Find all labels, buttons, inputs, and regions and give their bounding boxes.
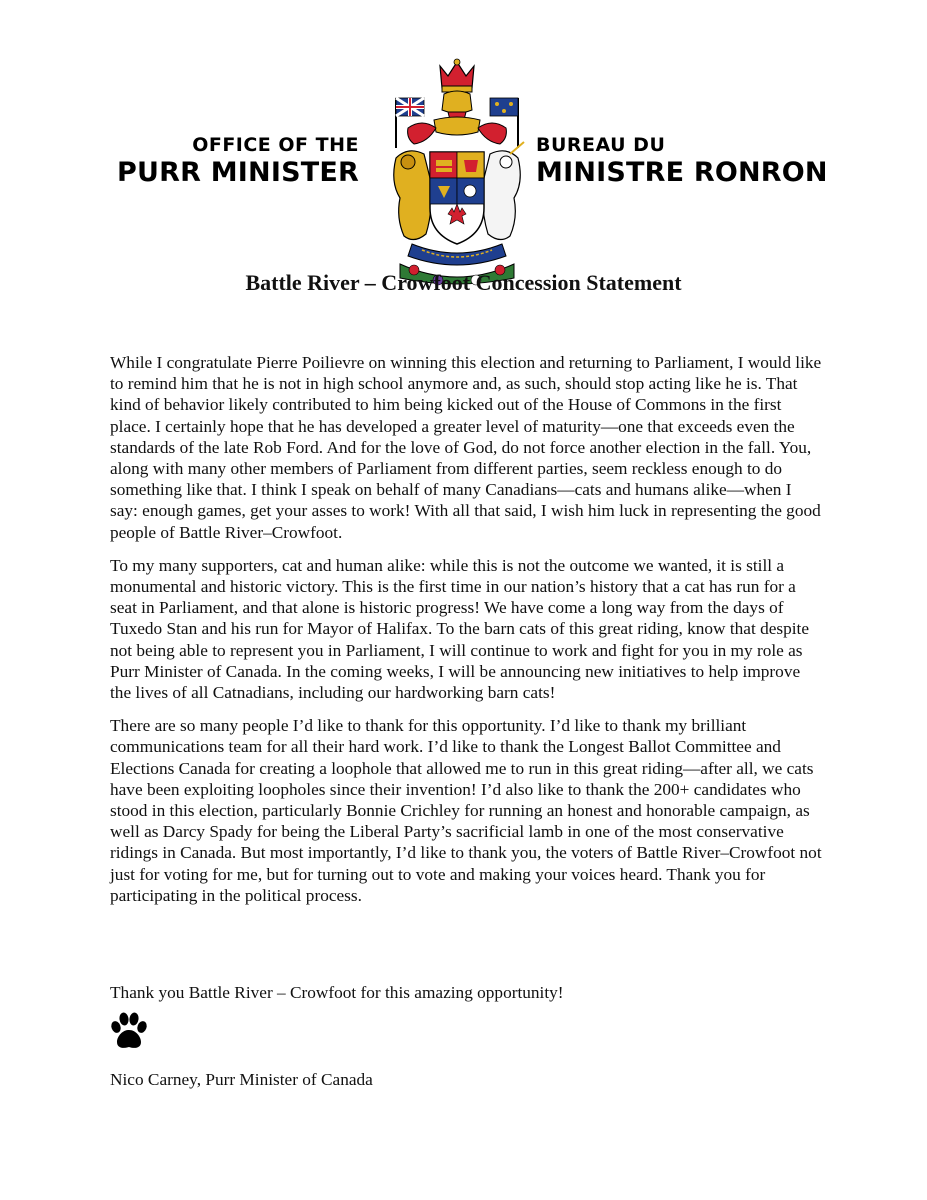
statement-title: Battle River – Crowfoot Concession Statement	[245, 270, 682, 295]
paw-print-icon	[108, 1012, 150, 1052]
paragraph-thanks: There are so many people I’d like to thank for this opportunity. I’d like to thank my brilliant communications team for all their hard work. I’d like to thank the Longest Ballot Committee and Elections Canada for creating a loophole that allowed me to run in this great riding—after all, we cats have been exploiting loopholes since their invention! I’d also like to thank the 200+ candidates who stood in this election, particularly Bonnie Crichley for running an honest and honorable campaign, as well as Darcy Spady for being the Liberal Party’s sacrificial lamb in one of the most conservative ridings in Canada. But most importantly, I’d like to thank you, the voters of Battle River–Crowfoot not just for voting for me, but for turning out to vote and making your voices heard. Thank you for participating in the political process.	[110, 716, 822, 905]
office-name-english-line1: OFFICE OF THE	[192, 134, 359, 156]
office-name-english-line2: PURR MINISTER	[117, 157, 359, 188]
closing-line: Thank you Battle River – Crowfoot for this amazing opportunity!	[110, 983, 564, 1002]
office-name-french-line1: BUREAU DU	[536, 134, 666, 156]
coat-of-arms-icon	[378, 58, 536, 290]
paragraph-supporters: To my many supporters, cat and human alike: while this is not the outcome we wanted, it is still a monumental and historic victory. This is the first time in our nation’s history that a cat has run for a seat in Parliament, and that alone is historic progress! We have come a long way from the days of Tuxedo Stan and his run for Mayor of Halifax. To the barn cats of this great riding, know that despite not being able to represent you in Parliament, I will continue to work and fight for you in my role as Purr Minister of Canada. In the coming weeks, I will be announcing new initiatives to help improve the lives of all Catnadians, including our hardworking barn cats!	[110, 555, 810, 703]
office-name-french	[536, 133, 828, 189]
letterhead	[0, 50, 927, 290]
office-name-french-line2: MINISTRE RONRON	[536, 157, 828, 188]
signature-line: Nico Carney, Purr Minister of Canada	[110, 1070, 373, 1089]
office-name-english	[117, 133, 359, 189]
statement-body	[110, 352, 822, 918]
paragraph-congratulations: While I congratulate Pierre Poilievre on winning this election and returning to Parliament, I would like to remind him that he is not in high school anymore and, as such, should stop acting like he is. That kind of behavior likely contributed to him being kicked out of the House of Commons in the first place. I certainly hope that he has developed a greater level of maturity—one that exceeds even the standards of the late Rob Ford. And for the love of God, do not force another election in the fall. You, along with many other members of Parliament from different parties, seem reckless enough to do something like that. I think I speak on behalf of many Canadians—cats and humans alike—when I say: enough games, get your asses to work! With all that said, I wish him luck in representing the good people of Battle River–Crowfoot.	[110, 353, 822, 542]
